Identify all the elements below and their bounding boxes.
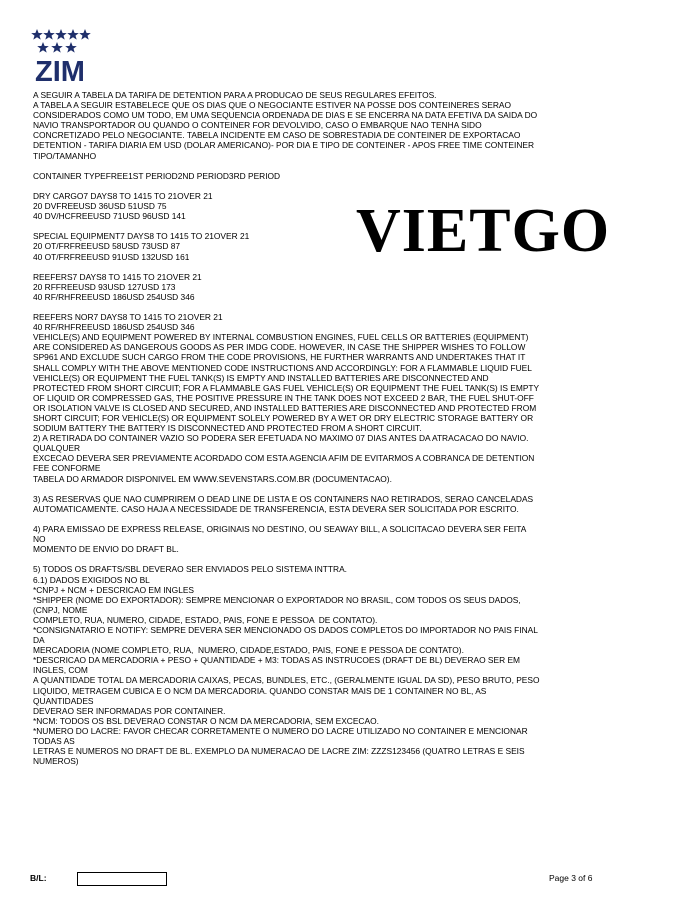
body-line: 20 DVFREEUSD 36USD 51USD 75 (33, 201, 167, 212)
star-icon (79, 29, 91, 40)
body-line: *SHIPPER (NOME DO EXPORTADOR): SEMPRE MENCIONAR O EXPORTADOR NO BRASIL, COM TODOS OS SEUS DADOS, (33, 594, 521, 605)
body-line: TABELA DO ARMADOR DISPONIVEL EM WWW.SEVENSTARS.COM.BR (DOCUMENTACAO). (33, 473, 392, 484)
body-line: 2) A RETIRADA DO CONTAINER VAZIO SO PODERA SER EFETUADA NO MAXIMO 07 DIAS ANTES DA ATRACACAO DO NAVIO. (33, 433, 529, 444)
body-line: NO (33, 534, 46, 545)
body-line (33, 221, 563, 231)
body-line: VEHICLE(S) AND EQUIPMENT POWERED BY INTERNAL COMBUSTION ENGINES, FUEL CELLS OR BATTERIES (EQUIPMENT) (33, 332, 529, 343)
body-line: 40 RF/RHFREEUSD 186USD 254USD 346 (33, 322, 195, 333)
body-line: NAVIO TRANSPORTADOR OU QUANDO O CONTEINER FOR DEVOLVIDO, CASO O EMBARQUE NAO TENHA SIDO (33, 120, 482, 131)
watermark-vietgo: VIETGO (356, 197, 611, 265)
body-line: 40 DV/HCFREEUSD 71USD 96USD 141 (33, 211, 186, 222)
body-line: SP961 AND EXCLUDE SUCH CARGO FROM THE CODE PROVISIONS, HE FURTHER WARRANTS AND UNDERTAKES THAT IT (33, 352, 526, 363)
body-line: 6.1) DADOS EXIGIDOS NO BL (33, 574, 150, 585)
body-line: *CONSIGNATARIO E NOTIFY: SEMPRE DEVERA SER MENCIONADO OS DADOS COMPLETOS DO IMPORTADOR NO PAIS FINAL (33, 624, 538, 635)
body-line (33, 262, 563, 272)
body-line: *NCM: TODOS OS BSL DEVERAO CONSTAR O NCM DA MERCADORIA, SEM EXCECAO. (33, 715, 379, 726)
body-line: SHORT CIRCUIT; FOR VEHICLE(S) OR EQUIPMENT SOLELY POWERED BY A WET OR DRY ELECTRIC STORAGE BATTERY OR (33, 413, 534, 423)
star-icon (67, 29, 79, 40)
zim-stars-logo-icon (30, 27, 92, 83)
star-icon (65, 42, 77, 53)
body-line: QUALQUER (33, 443, 81, 454)
body-line: REEFERS NOR7 DAYS8 TO 1415 TO 21OVER 21 (33, 312, 223, 323)
body-line: 5) TODOS OS DRAFTS/SBL DEVERAO SER ENVIADOS PELO SISTEMA INTTRA. (33, 564, 347, 575)
body-line: A QUANTIDADE TOTAL DA MERCADORIA CAIXAS, PECAS, BUNDLES, ETC., (GERALMENTE IGUAL DA SD), PESO BRUTO, PESO (33, 675, 540, 686)
body-line (33, 554, 563, 564)
body-line: DA (33, 635, 45, 646)
body-line (33, 514, 563, 524)
body-line: FEE CONFORME (33, 463, 101, 474)
body-line: TODAS AS (33, 736, 75, 746)
page-number: Page 3 of 6 (549, 873, 593, 883)
body-line: 40 OT/FRFREEUSD 91USD 132USD 161 (33, 251, 190, 262)
body-line: MOMENTO DE ENVIO DO DRAFT BL. (33, 544, 179, 555)
body-line: (CNPJ, NOME (33, 604, 88, 615)
body-line: SHALL COMPLY WITH THE ABOVE MENTIONED CODE INSTRUCTIONS AND ACCORDINGLY: FOR A FLAMMABLE LIQUID FUEL (33, 362, 532, 373)
star-icon (43, 29, 55, 40)
body-line: EXCECAO DEVERA SER PREVIAMENTE ACORDADO COM ESTA AGENCIA AFIM DE EVITARMOS A COBRANCA DE DETENTION (33, 453, 535, 464)
body-line: REEFERS7 DAYS8 TO 1415 TO 21OVER 21 (33, 271, 202, 282)
star-icon (55, 29, 67, 40)
bl-number-field (77, 872, 167, 886)
body-line (33, 484, 563, 494)
star-icon (31, 29, 43, 40)
body-line: 20 RFFREEUSD 93USD 127USD 173 (33, 281, 176, 292)
body-line: SODIUM BATTERY THE BATTERY IS DISCONNECTED AND PROTECTED FROM A SHORT CIRCUIT. (33, 423, 422, 434)
body-line (33, 161, 563, 171)
body-line: 20 OT/FRFREEUSD 58USD 73USD 87 (33, 241, 181, 252)
body-line: INGLES, COM (33, 665, 88, 676)
body-line: MERCADORIA (NOME COMPLETO, RUA, NUMERO, CIDADE,ESTADO, PAIS, FONE E PESSOA DE CONTATO). (33, 645, 464, 656)
body-line: A SEGUIR A TABELA DA TARIFA DE DETENTION PARA A PRODUCAO DE SEUS REGULARES EFEITOS. (33, 90, 437, 100)
body-line: AUTOMATICAMENTE. CASO HAJA A NECESSIDADE DE TRANSFERENCIA, ESTA DEVERA SER SOLICITADA POR ESCRITO. (33, 503, 519, 514)
body-line: *CNPJ + NCM + DESCRICAO EM INGLES (33, 584, 195, 595)
star-icon (37, 42, 49, 53)
body-line: TIPO/TAMANHO (33, 150, 97, 161)
body-line: DETENTION - TARIFA DIARIA EM USD (DOLAR AMERICANO)- POR DIA E TIPO DE CONTEINER - APOS FREE TIME CONTEINER (33, 140, 535, 151)
body-line (33, 181, 563, 191)
body-line (33, 302, 563, 312)
body-line: 3) AS RESERVAS QUE NAO CUMPRIREM O DEAD LINE DE LISTA E OS CONTAINERS NAO RETIRADOS, SERAO CANCELADAS (33, 493, 534, 504)
bl-label: B/L: (30, 873, 47, 883)
body-line: QUANTIDADES (33, 695, 94, 706)
body-line: PROTECTED FROM SHORT CIRCUIT; FOR A FLAMMABLE GAS FUEL VEHICLE(S) OR EQUIPMENT THE FUEL TANK(S) IS EMPTY (33, 382, 540, 393)
body-line: LETRAS E NUMEROS NO DRAFT DE BL. EXEMPLO DA NUMERACAO DE LACRE ZIM: ZZZS123456 (QUATRO LETRAS E SEIS (33, 746, 525, 757)
body-line: CONCRETIZADO PELO NEGOCIANTE. TABELA INCIDENTE EM CASO DE SOBRESTADIA DE CONTEINER DE EXPORTACAO (33, 130, 521, 141)
body-line: DRY CARGO7 DAYS8 TO 1415 TO 21OVER 21 (33, 190, 213, 201)
logo-text: ZIM (35, 56, 85, 83)
body-line: COMPLETO, RUA, NUMERO, CIDADE, ESTADO, PAIS, FONE E PESSOA DE CONTATO). (33, 614, 378, 625)
body-line: *NUMERO DO LACRE: FAVOR CHECAR CORRETAMENTE O NUMERO DO LACRE UTILIZADO NO CONTAINER E MENCIONAR (33, 725, 528, 736)
body-line: 4) PARA EMISSAO DE EXPRESS RELEASE, ORIGINAIS NO DESTINO, OU SEAWAY BILL, A SOLICITACAO DEVERA SER FEITA (33, 524, 527, 535)
body-line: *DESCRICAO DA MERCADORIA + PESO + QUANTIDADE + M3: TODAS AS INSTRUCOES (DRAFT DE BL) DEVERAO SER EM (33, 655, 521, 666)
body-line: ARE CONSIDERED AS DANGEROUS GOODS AS PER IMDG CODE. HOWEVER, IN CASE THE SHIPPER WISHES TO FOLLOW (33, 342, 526, 353)
body-line: 40 RF/RHFREEUSD 186USD 254USD 346 (33, 291, 195, 302)
body-line: CONSIDERADOS COMO UM TODO, EM UMA SEQUENCIA ORDENADA DE DIAS E SE ENCERRA NA DATA EFETIVA DA SAIDA DO (33, 110, 538, 121)
body-line: NUMEROS) (33, 756, 79, 767)
body-line: CONTAINER TYPEFREE1ST PERIOD2ND PERIOD3RD PERIOD (33, 170, 281, 181)
document-body (33, 90, 563, 766)
body-line: VEHICLE(S) OR EQUIPMENT THE FUEL TANK(S) IS EMPTY AND INSTALLED BATTERIES ARE DISCONNECTED AND (33, 372, 489, 383)
star-icon (51, 42, 63, 53)
body-line: DEVERAO SER INFORMADAS POR CONTAINER. (33, 705, 226, 716)
body-line: A TABELA A SEGUIR ESTABELECE QUE OS DIAS QUE O NEGOCIANTE ESTIVER NA POSSE DOS CONTEINERES SERAO (33, 100, 511, 111)
body-line: LIQUIDO, METRAGEM CUBICA E O NCM DA MERCADORIA. QUANDO CONSTAR MAIS DE 1 CONTAINER NO BL, AS (33, 685, 487, 696)
body-line: OR ISOLATION VALVE IS CLOSED AND SECURED, AND INSTALLED BATTERIES ARE DISCONNECTED AND PROTECTED FROM (33, 402, 537, 413)
body-line: OF LIQUID OR COMPRESSED GAS, THE POSITIVE PRESSURE IN THE TANK DOES NOT EXCEED 2 BAR, THE FUEL SHUT-OFF (33, 392, 534, 403)
body-line: SPECIAL EQUIPMENT7 DAYS8 TO 1415 TO 21OVER 21 (33, 231, 250, 242)
zim-logo (30, 27, 92, 83)
